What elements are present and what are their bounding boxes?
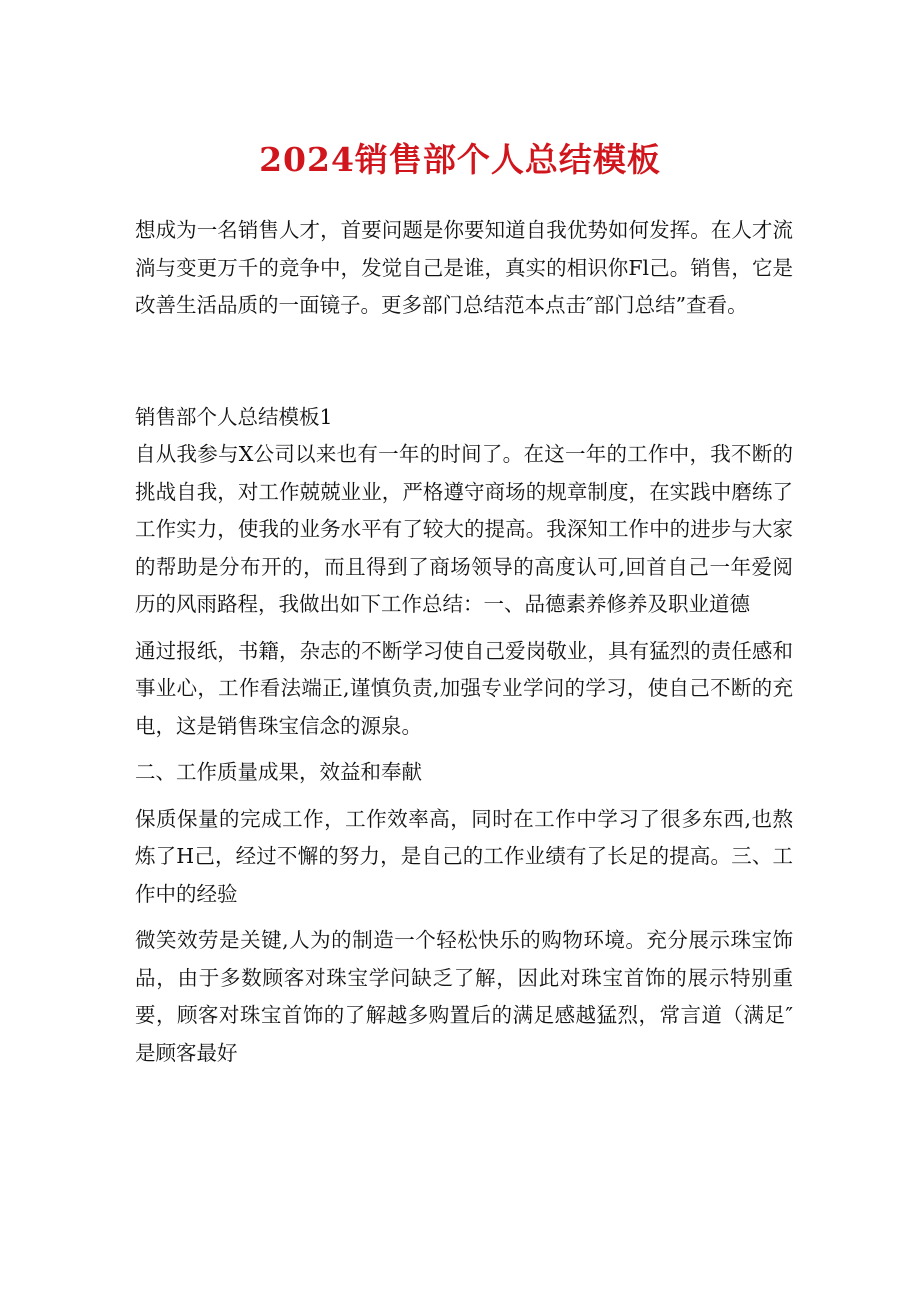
body-paragraph-3: 保质保量的完成工作，工作效率高，同时在工作中学习了很多东西,也熬炼了H己，经过不懈的努力，是自己的工作业绩有了长足的提高。三、工作中的经验 (135, 806, 793, 906)
intro-paragraph: 想成为一名销售人才，首要问题是你要知道自我优势如何发挥。在人才流淌与变更万千的竞争中，发觉自己是谁，真实的相识你Fl己。销售，它是改善生活品质的一面镜子。更多部门总结范本点击″部门总结”查看。 (135, 218, 793, 317)
document-body (135, 212, 793, 1072)
body-paragraph-4: 微笑效劳是关键,人为的制造一个轻松快乐的购物环境。充分展示珠宝饰品，由于多数顾客对珠宝学问缺乏了解，因此对珠宝首饰的展示特别重要，顾客对珠宝首饰的了解越多购置后的满足感越猛烈，常言道（满足″是顾客最好 (135, 928, 793, 1065)
document-title: 2024销售部个人总结模板 (259, 140, 661, 179)
body-paragraph-2: 通过报纸，书籍，杂志的不断学习使自己爱岗敬业，具有猛烈的责任感和事业心，工作看法端正,谨慎负责,加强专业学问的学习，使自己不断的充电，这是销售珠宝信念的源泉。 (135, 638, 793, 738)
section-heading: 销售部个人总结模板1 (135, 404, 333, 429)
body-paragraph-1: 自从我参与X公司以来也有一年的时间了。在这一年的工作中，我不断的挑战自我，对工作兢兢业业，严格遵守商场的规章制度，在实践中磨练了工作实力，使我的业务水平有了较大的提高。我深知工作中的进步与大家的帮助是分布开的，而且得到了商场领导的高度认可,回首自己一年爱阅历的风雨路程，我做出如下工作总结：一、品德素养修养及职业道德 (135, 442, 793, 616)
subheading-2: 二、工作质量成果，效益和奉献 (135, 760, 422, 784)
